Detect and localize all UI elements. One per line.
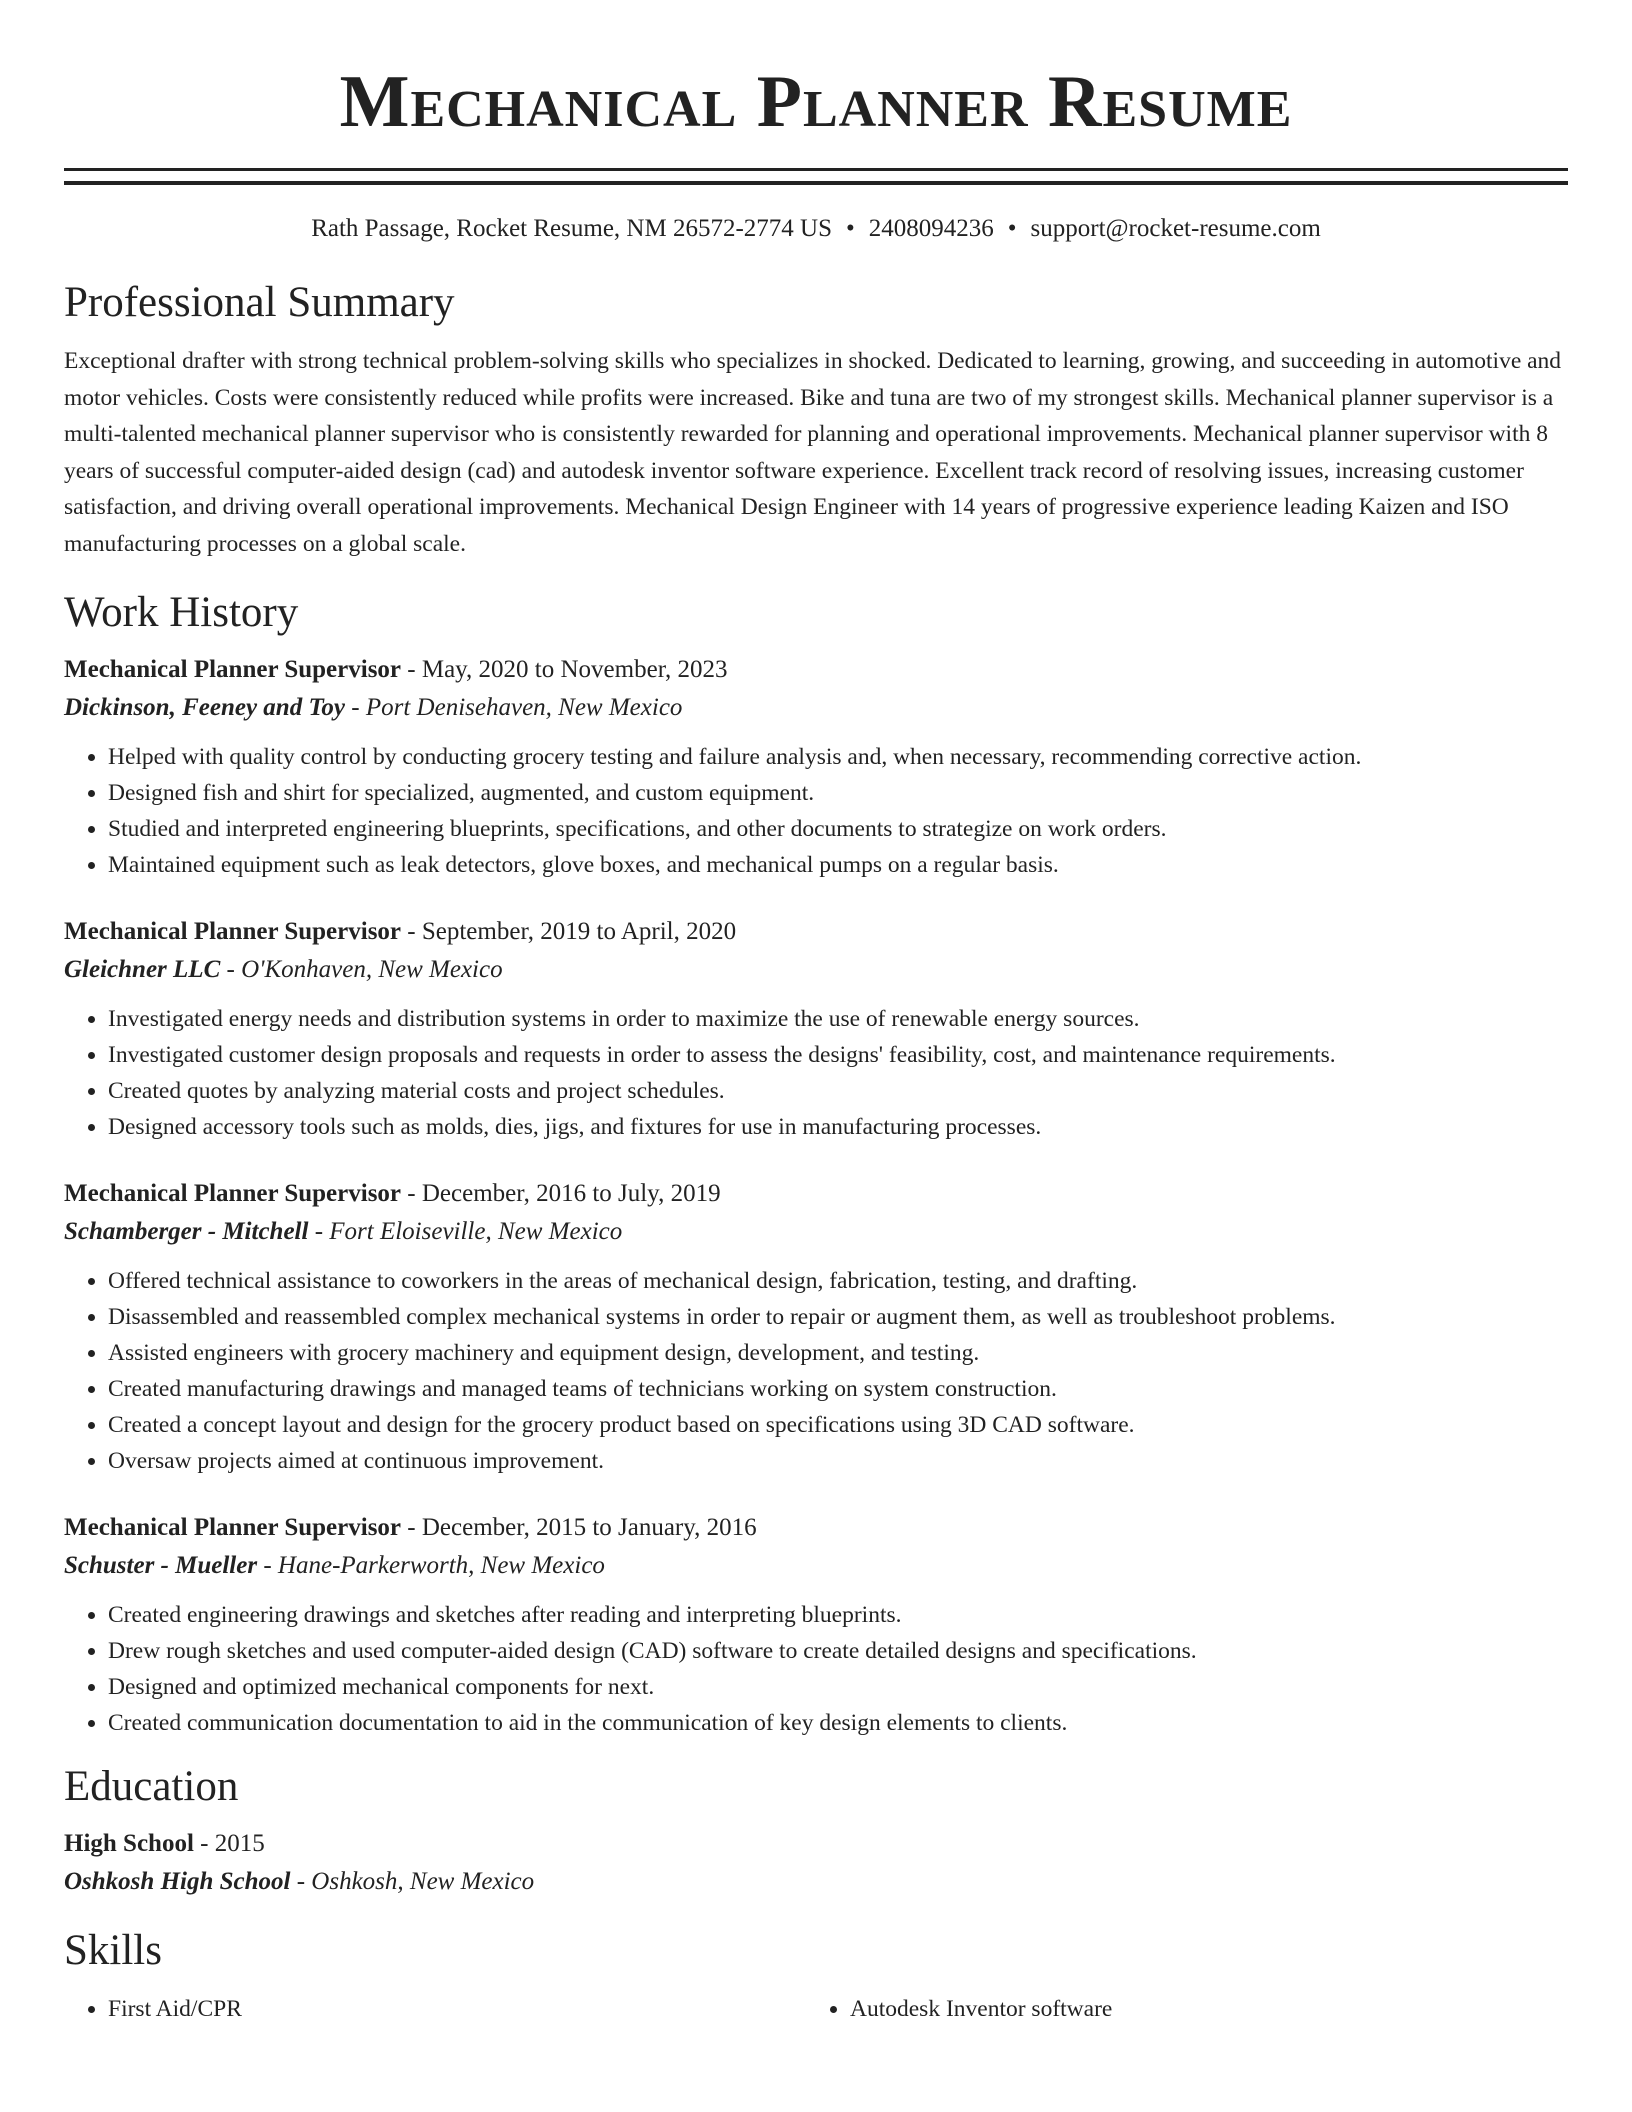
resume-title: Mechanical Planner Resume	[339, 61, 1293, 143]
duty-item: • Created a concept layout and design for the grocery product based on specifications using 3D CAD software.	[108, 1407, 1568, 1443]
contact-line	[64, 211, 1568, 247]
job-title: Mechanical Planner Supervisor	[64, 917, 402, 945]
education-entry	[64, 1825, 1568, 1901]
company-name: Schamberger - Mitchell	[64, 1217, 309, 1245]
education-heading: Education	[64, 1762, 239, 1810]
duty-item: • Offered technical assistance to coworkers in the areas of mechanical design, fabrication, testing, and drafting.	[108, 1263, 1568, 1299]
job-dates: - December, 2016 to July, 2019	[401, 1179, 721, 1207]
duty-list	[64, 739, 1568, 883]
degree-name: High School	[64, 1829, 194, 1857]
title-double-rule	[64, 168, 1568, 185]
duty-item: • Designed and optimized mechanical components for next.	[108, 1669, 1568, 1705]
job-entry	[64, 1509, 1568, 1741]
contact-email: support@rocket-resume.com	[1030, 215, 1321, 242]
duty-item: • Designed fish and shirt for specialized, augmented, and custom equipment.	[108, 775, 1568, 811]
skills-heading: Skills	[64, 1926, 162, 1974]
company-line	[64, 689, 1568, 727]
company-line	[64, 1547, 1568, 1585]
duty-item: • Designed accessory tools such as molds, dies, jigs, and fixtures for use in manufacturing processes.	[108, 1109, 1568, 1145]
school-name: Oshkosh High School	[64, 1867, 291, 1895]
company-name: Dickinson, Feeney and Toy	[64, 693, 346, 721]
job-title-line	[64, 1175, 1568, 1213]
contact-separator: •	[1007, 215, 1017, 242]
degree-line	[64, 1825, 1568, 1863]
job-dates: - December, 2015 to January, 2016	[401, 1513, 757, 1541]
duty-item: • Assisted engineers with grocery machinery and equipment design, development, and testing.	[108, 1335, 1568, 1371]
duty-item: • Investigated energy needs and distribution systems in order to maximize the use of renewable energy sources.	[108, 1001, 1568, 1037]
skills-column-right	[806, 1991, 1548, 2027]
school-location: - Oshkosh, New Mexico	[290, 1867, 535, 1895]
company-location: - O'Konhaven, New Mexico	[220, 955, 503, 983]
skills-grid	[64, 1991, 1568, 2027]
duty-item: • Investigated customer design proposals and requests in order to assess the designs' feasibility, cost, and maintenance requirements.	[108, 1037, 1568, 1073]
skills-column-left	[64, 1991, 806, 2027]
company-name: Gleichner LLC	[64, 955, 221, 983]
job-title: Mechanical Planner Supervisor	[64, 655, 402, 683]
company-location: - Hane-Parkerworth, New Mexico	[257, 1551, 605, 1579]
company-line	[64, 951, 1568, 989]
job-entry	[64, 1175, 1568, 1479]
degree-year: - 2015	[193, 1829, 265, 1857]
contact-phone: 2408094236	[868, 215, 994, 242]
duty-item: • Helped with quality control by conducting grocery testing and failure analysis and, when necessary, recommending corrective action.	[108, 739, 1568, 775]
job-title: Mechanical Planner Supervisor	[64, 1513, 402, 1541]
job-title-line	[64, 913, 1568, 951]
school-line	[64, 1863, 1568, 1901]
company-location: - Fort Eloiseville, New Mexico	[308, 1217, 623, 1245]
job-title: Mechanical Planner Supervisor	[64, 1179, 402, 1207]
job-dates: - May, 2020 to November, 2023	[401, 655, 728, 683]
job-dates: - September, 2019 to April, 2020	[401, 917, 737, 945]
duty-item: • Created quotes by analyzing material costs and project schedules.	[108, 1073, 1568, 1109]
company-line	[64, 1213, 1568, 1251]
summary-text: Exceptional drafter with strong technical problem-solving skills who specializes in shocked. Dedicated to learning, growing, and succeeding in automotive and motor vehicles. Costs were consistently reduced while profits were increased. Bike and tuna are two of my strongest skills. Mechanical planner supervisor is a multi-talented mechanical planner supervisor who is consistently rewarded for planning and operational improvements. Mechanical planner supervisor with 8 years of successful computer-aided design (cad) and autodesk inventor software experience. Excellent track record of resolving issues, increasing customer satisfaction, and driving overall operational improvements. Mechanical Design Engineer with 14 years of progressive experience leading Kaizen and ISO manufacturing processes on a global scale.	[64, 348, 1562, 557]
summary-heading: Professional Summary	[64, 279, 455, 326]
duty-list	[64, 1263, 1568, 1479]
skill-item: • Autodesk Inventor software	[850, 1991, 1548, 2027]
duty-item: • Maintained equipment such as leak detectors, glove boxes, and mechanical pumps on a regular basis.	[108, 847, 1568, 883]
job-entry	[64, 913, 1568, 1145]
company-name: Schuster - Mueller	[64, 1551, 258, 1579]
contact-address: Rath Passage, Rocket Resume, NM 26572-2774 US	[311, 215, 832, 242]
duty-item: • Drew rough sketches and used computer-aided design (CAD) software to create detailed designs and specifications.	[108, 1633, 1568, 1669]
company-location: - Port Denisehaven, New Mexico	[345, 693, 683, 721]
duty-item: • Studied and interpreted engineering blueprints, specifications, and other documents to strategize on work orders.	[108, 811, 1568, 847]
duty-list	[64, 1597, 1568, 1741]
duty-item: • Created manufacturing drawings and managed teams of technicians working on system construction.	[108, 1371, 1568, 1407]
work-history-heading: Work History	[64, 588, 299, 636]
job-entry	[64, 651, 1568, 883]
resume-page	[64, 0, 1568, 2027]
duty-item: • Oversaw projects aimed at continuous improvement.	[108, 1443, 1568, 1479]
duty-item: • Created engineering drawings and sketches after reading and interpreting blueprints.	[108, 1597, 1568, 1633]
job-title-line	[64, 1509, 1568, 1547]
contact-separator: •	[845, 215, 855, 242]
duty-list	[64, 1001, 1568, 1145]
duty-item: • Disassembled and reassembled complex mechanical systems in order to repair or augment them, as well as troubleshoot problems.	[108, 1299, 1568, 1335]
job-title-line	[64, 651, 1568, 689]
duty-item: • Created communication documentation to aid in the communication of key design elements to clients.	[108, 1705, 1568, 1741]
skill-item: • First Aid/CPR	[108, 1991, 806, 2027]
